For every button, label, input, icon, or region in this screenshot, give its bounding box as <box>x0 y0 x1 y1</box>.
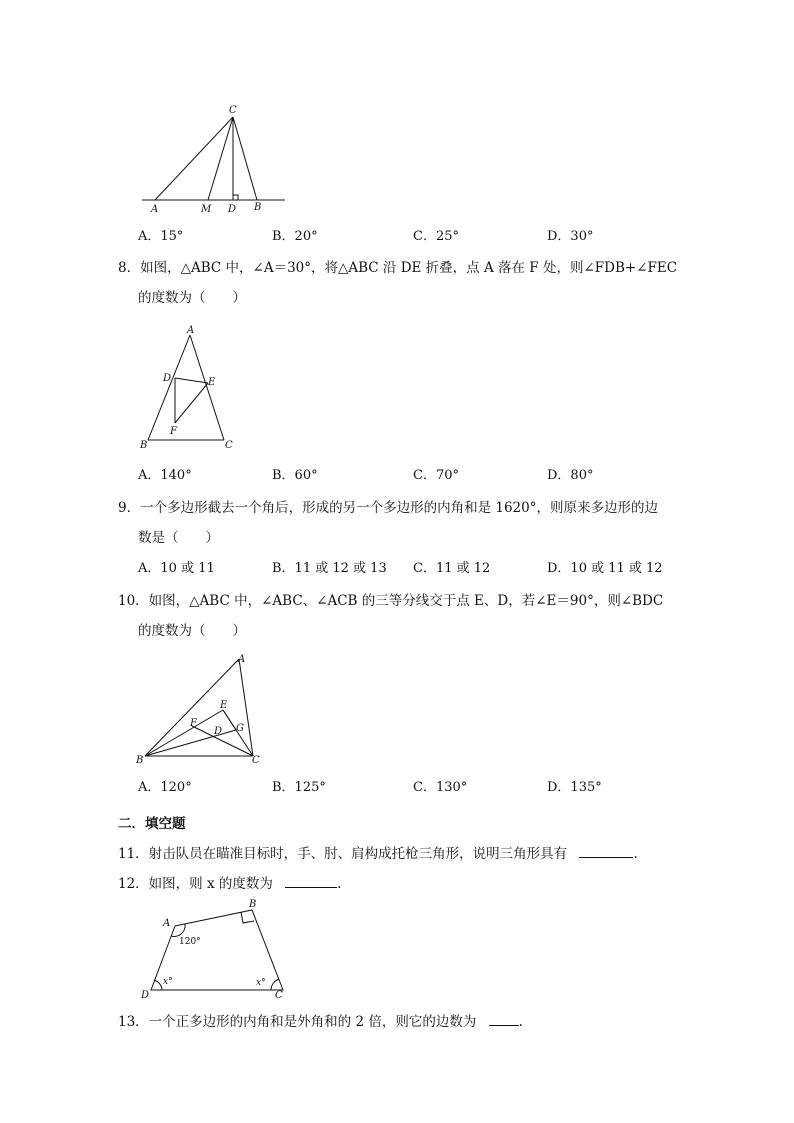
q9-option-d[interactable]: D．10 或 11 或 12 <box>547 561 663 576</box>
q7-label-c: C <box>229 105 237 116</box>
q10-label-b: B <box>136 755 144 766</box>
q11-line <box>118 843 638 863</box>
q7-option-d[interactable]: D．30° <box>547 229 594 244</box>
q12-angle-label-c: x° <box>256 978 266 988</box>
q7-side-ac <box>155 117 233 200</box>
q12-right-angle-mark <box>241 912 254 923</box>
q12-angle-arc-c <box>271 979 279 990</box>
q8-fold-de <box>175 378 208 383</box>
q8-segment-ef <box>175 383 208 423</box>
q8-side-ac <box>190 335 224 440</box>
q7-right-angle-mark <box>233 195 238 200</box>
q13-end-mark: . <box>518 1014 523 1030</box>
q9-stem-line1: 9．一个多边形截去一个角后，形成的另一个多边形的内角和是 1620°，则原来多边形的边 <box>118 500 658 516</box>
q9-stem-line2: 数是（ ） <box>138 530 219 546</box>
q8-option-a[interactable]: A．140° <box>138 468 192 483</box>
q10-label-a: A <box>238 654 246 665</box>
q12-label-c: C <box>275 990 283 1001</box>
q10-bisector-bd <box>145 730 236 756</box>
q10-label-d: D <box>214 726 223 737</box>
q7-label-m: M <box>201 204 212 215</box>
q8-label-b: B <box>140 440 148 451</box>
q7-option-b[interactable]: B．20° <box>272 229 318 244</box>
q10-segment-eg <box>223 710 236 730</box>
q10-option-d[interactable]: D．135° <box>547 780 602 795</box>
q10-option-c[interactable]: C．130° <box>413 780 468 795</box>
q12-angle-label-a: 120° <box>179 937 201 947</box>
q12-angle-label-d: x° <box>163 977 173 987</box>
q7-figure <box>135 100 295 218</box>
q8-label-f: F <box>170 426 177 437</box>
q7-label-a: A <box>151 204 159 215</box>
q7-label-b: B <box>254 202 262 213</box>
q8-option-d[interactable]: D．80° <box>547 468 594 483</box>
q12-label-b: B <box>249 899 257 910</box>
q11-end-mark: . <box>633 846 638 862</box>
q10-label-c: C <box>252 755 260 766</box>
q12-label-a: A <box>163 918 171 929</box>
q8-label-d: D <box>163 373 172 384</box>
q7-label-d: D <box>228 204 237 215</box>
q8-stem-line1: 8．如图，△ABC 中，∠A＝30°，将△ABC 沿 DE 折叠，点 A 落在 F 处，则∠FDB+∠FEC <box>118 260 678 276</box>
q10-stem-line2: 的度数为（ ） <box>138 623 246 639</box>
q8-label-c: C <box>225 440 233 451</box>
q12-label-d: D <box>141 990 150 1001</box>
q7-segment-cm <box>208 117 233 200</box>
q10-stem-line1: 10．如图，△ABC 中，∠ABC、∠ACB 的三等分线交于点 E、D，若∠E＝90°，则∠BDC <box>118 593 664 609</box>
q12-line <box>118 873 341 893</box>
q8-figure <box>135 322 245 452</box>
q8-option-c[interactable]: C．70° <box>413 468 459 483</box>
q9-option-b[interactable]: B．11 或 12 或 13 <box>272 561 387 576</box>
q7-side-cb <box>233 117 257 200</box>
q13-line <box>118 1011 523 1031</box>
q9-option-c[interactable]: C．11 或 12 <box>413 561 491 576</box>
q8-stem-line2: 的度数为（ ） <box>138 290 246 306</box>
section-title-fill-blank: 二．填空题 <box>118 816 186 832</box>
q7-option-c[interactable]: C．25° <box>413 229 459 244</box>
q8-side-ab <box>148 335 190 440</box>
q10-label-g: G <box>236 723 244 734</box>
q11-answer-blank[interactable] <box>579 843 633 858</box>
q13-answer-blank[interactable] <box>489 1011 519 1026</box>
q8-option-b[interactable]: B．60° <box>272 468 318 483</box>
q12-angle-arc-d <box>154 980 162 990</box>
q9-option-a[interactable]: A．10 或 11 <box>138 561 215 576</box>
q10-figure <box>135 648 265 770</box>
q12-stem: 12．如图，则 x 的度数为 <box>118 876 273 892</box>
q8-label-e: E <box>208 377 216 388</box>
q10-bisector-be <box>145 710 223 756</box>
q12-figure <box>135 896 295 1004</box>
q10-label-e: E <box>220 700 228 711</box>
q10-option-a[interactable]: A．120° <box>138 780 192 795</box>
q7-option-a[interactable]: A．15° <box>138 229 184 244</box>
q13-stem: 13．一个正多边形的内角和是外角和的 2 倍，则它的边数为 <box>118 1014 477 1030</box>
q8-label-a: A <box>187 325 195 336</box>
q12-answer-blank[interactable] <box>285 873 337 888</box>
q12-end-mark: . <box>337 876 342 892</box>
q10-label-f: F <box>190 718 197 729</box>
q10-side-ac <box>239 659 253 756</box>
q10-option-b[interactable]: B．125° <box>272 780 326 795</box>
q11-stem: 11．射击队员在瞄准目标时，手、肘、肩构成托枪三角形，说明三角形具有 <box>118 846 568 862</box>
